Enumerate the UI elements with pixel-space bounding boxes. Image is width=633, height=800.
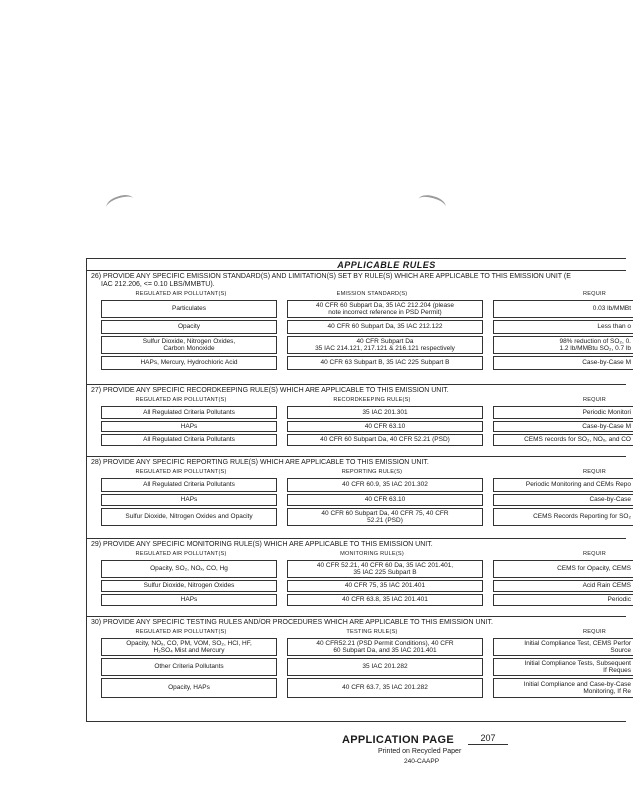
table-row — [87, 420, 631, 433]
table-row — [87, 477, 631, 493]
page-number: 207 — [468, 732, 508, 745]
requirement-cell: CEMS for Opacity, CEMS — [493, 560, 633, 578]
table-row — [87, 579, 631, 593]
pollutant-cell: Opacity — [101, 320, 277, 334]
rule-cell: 40 CFR 60 Subpart Da, 40 CFR 52.21 (PSD) — [287, 434, 483, 446]
column-header-rule: RECORDKEEPING RULE(S) — [333, 397, 411, 403]
rule-cell: 40 CFR 60 Subpart Da, 40 CFR 75, 40 CFR 52.21 (PSD) — [287, 508, 483, 526]
column-headers — [87, 395, 626, 405]
table-row — [87, 355, 631, 371]
column-header-requirement: REQUIR — [583, 469, 606, 475]
column-header-pollutant: REGULATED AIR POLLUTANT(S) — [135, 291, 227, 297]
table-row — [87, 637, 631, 657]
rule-cell: 40 CFR 60 Subpart Da, 35 IAC 212.204 (please note incorrect reference in PSD Permit) — [287, 300, 483, 318]
column-header-rule: EMISSION STANDARD(S) — [336, 291, 408, 297]
pollutant-cell: Sulfur Dioxide, Nitrogen Oxides, Carbon Monoxide — [101, 336, 277, 354]
column-header-pollutant: REGULATED AIR POLLUTANT(S) — [135, 629, 227, 635]
rule-cell: 35 IAC 201.301 — [287, 406, 483, 419]
section-27-recordkeeping — [87, 385, 631, 457]
column-header-requirement: REQUIR — [583, 397, 606, 403]
column-headers — [87, 627, 626, 637]
pollutant-cell: HAPs, Mercury, Hydrochloric Acid — [101, 356, 277, 370]
requirement-cell: Periodic Monitori — [493, 406, 633, 419]
pollutant-cell: Opacity, NOₓ, CO, PM, VOM, SO₂, HCl, HF, H₂SO₄ Mist and Mercury — [101, 638, 277, 656]
rule-cell: 35 IAC 201.282 — [287, 658, 483, 676]
pollutant-cell: HAPs — [101, 594, 277, 606]
section-heading: 30) PROVIDE ANY SPECIFIC TESTING RULES AND/OR PROCEDURES WHICH ARE APPLICABLE TO THIS EMISSION UNIT. — [91, 619, 493, 626]
table-row — [87, 405, 631, 420]
requirement-cell: Acid Rain CEMS — [493, 580, 633, 592]
recycled-paper-note: Printed on Recycled Paper — [378, 748, 462, 755]
requirement-cell: Initial Compliance Test, CEMS Perfor Source — [493, 638, 633, 656]
column-headers — [87, 549, 626, 559]
section-heading: 26) PROVIDE ANY SPECIFIC EMISSION STANDARD(S) AND LIMITATION(S) SET BY RULE(S) WHICH ARE APPLICABLE TO THIS EMISSION UNIT (E — [91, 273, 571, 280]
section-heading: 27) PROVIDE ANY SPECIFIC RECORDKEEPING RULE(S) WHICH ARE APPLICABLE TO THIS EMISSION UNIT. — [91, 387, 449, 394]
section-29-monitoring — [87, 539, 631, 617]
table-row — [87, 299, 631, 319]
requirement-cell: 0.03 lb/MMBt — [493, 300, 633, 318]
column-header-requirement: REQUIR — [583, 629, 606, 635]
pollutant-cell: Sulfur Dioxide, Nitrogen Oxides — [101, 580, 277, 592]
section-28-reporting — [87, 457, 631, 539]
column-headers — [87, 467, 626, 477]
pollutant-cell: HAPs — [101, 421, 277, 432]
application-page-label: APPLICATION PAGE — [342, 734, 454, 746]
rule-cell: 40 CFR 52.21, 40 CFR 60 Da, 35 IAC 201.401, 35 IAC 225 Subpart B — [287, 560, 483, 578]
table-row — [87, 335, 631, 355]
section-30-testing — [87, 617, 631, 721]
table-row — [87, 507, 631, 527]
rule-cell: 40 CFR Subpart Da 35 IAC 214.121, 217.121 & 216.121 respectively — [287, 336, 483, 354]
table-row — [87, 677, 631, 699]
column-header-requirement: REQUIR — [583, 291, 606, 297]
pollutant-cell: All Regulated Criteria Pollutants — [101, 406, 277, 419]
section-26-emission-standards — [87, 271, 631, 385]
pollutant-cell: Particulates — [101, 300, 277, 318]
requirement-cell: Periodic — [493, 594, 633, 606]
section-subheading: IAC 212.206, <= 0.10 LBS/MMBTU). — [101, 281, 215, 288]
rule-cell: 40 CFR 75, 35 IAC 201.401 — [287, 580, 483, 592]
scan-artifact-left — [105, 192, 136, 214]
rule-cell: 40 CFR 63.8, 35 IAC 201.401 — [287, 594, 483, 606]
pollutant-cell: All Regulated Criteria Pollutants — [101, 434, 277, 446]
rule-cell: 40 CFR52.21 (PSD Permit Conditions), 40 CFR 60 Subpart Da, and 35 IAC 201.401 — [287, 638, 483, 656]
rule-cell: 40 CFR 60 Subpart Da, 35 IAC 212.122 — [287, 320, 483, 334]
section-heading: 28) PROVIDE ANY SPECIFIC REPORTING RULE(S) WHICH ARE APPLICABLE TO THIS EMISSION UNIT. — [91, 459, 429, 466]
requirement-cell: CEMS Records Reporting for SO₂ — [493, 508, 633, 526]
column-header-requirement: REQUIR — [583, 551, 606, 557]
pollutant-cell: Other Criteria Pollutants — [101, 658, 277, 676]
rule-cell: 40 CFR 63.10 — [287, 494, 483, 506]
requirement-cell: Periodic Monitoring and CEMs Repo — [493, 478, 633, 492]
pollutant-cell: Opacity, HAPs — [101, 678, 277, 698]
pollutant-cell: Sulfur Dioxide, Nitrogen Oxides and Opacity — [101, 508, 277, 526]
requirement-cell: Case-by-Case M — [493, 356, 633, 370]
requirement-cell: Initial Compliance Tests, Subsequent If Reques — [493, 658, 633, 676]
applicable-rules-form — [86, 258, 631, 722]
column-header-rule: REPORTING RULE(S) — [341, 469, 403, 475]
column-header-pollutant: REGULATED AIR POLLUTANT(S) — [135, 469, 227, 475]
table-row — [87, 319, 631, 335]
table-row — [87, 559, 631, 579]
rule-cell: 40 CFR 63.7, 35 IAC 201.282 — [287, 678, 483, 698]
rule-cell: 40 CFR 60.9, 35 IAC 201.302 — [287, 478, 483, 492]
column-header-pollutant: REGULATED AIR POLLUTANT(S) — [135, 551, 227, 557]
scan-artifact-right — [417, 192, 448, 213]
table-row — [87, 593, 631, 607]
column-header-pollutant: REGULATED AIR POLLUTANT(S) — [135, 397, 227, 403]
requirement-cell: Case-by-Case M — [493, 421, 633, 432]
column-header-rule: TESTING RULE(S) — [346, 629, 398, 635]
table-row — [87, 493, 631, 507]
column-header-rule: MONITORING RULE(S) — [340, 551, 404, 557]
pollutant-cell: All Regulated Criteria Pollutants — [101, 478, 277, 492]
requirement-cell: Case-by-Case — [493, 494, 633, 506]
rule-cell: 40 CFR 63 Subpart B, 35 IAC 225 Subpart B — [287, 356, 483, 370]
requirement-cell: 98% reduction of SO₂, 0. 1.2 lb/MMBtu SO₂, 0.7 lb — [493, 336, 633, 354]
form-code: 240-CAAPP — [404, 758, 440, 765]
rule-cell: 40 CFR 63.10 — [287, 421, 483, 432]
section-heading: 29) PROVIDE ANY SPECIFIC MONITORING RULE(S) WHICH ARE APPLICABLE TO THIS EMISSION UNIT. — [91, 541, 433, 548]
pollutant-cell: Opacity, SO₂, NOₓ, CO, Hg — [101, 560, 277, 578]
form-title: APPLICABLE RULES — [87, 259, 626, 271]
requirement-cell: Less than o — [493, 320, 633, 334]
table-row — [87, 657, 631, 677]
table-row — [87, 433, 631, 447]
requirement-cell: CEMS records for SO₂, NOₓ, and CO — [493, 434, 633, 446]
requirement-cell: Initial Compliance and Case-by-Case Monitoring, If Re — [493, 678, 633, 698]
pollutant-cell: HAPs — [101, 494, 277, 506]
column-headers — [87, 289, 626, 299]
